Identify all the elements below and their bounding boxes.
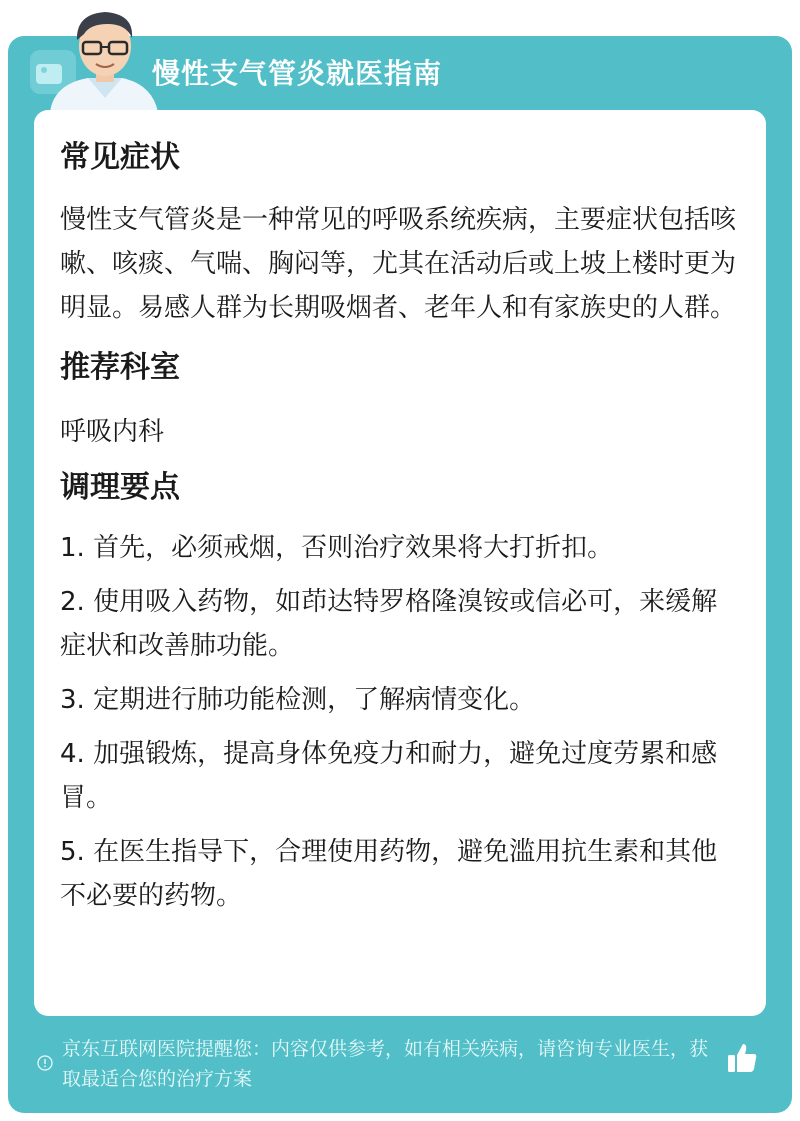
disclaimer-text: 京东互联网医院提醒您：内容仅供参考，如有相关疾病，请咨询专业医生，获取最适合您的治疗方案 [62,1038,709,1090]
care-item: 5. 在医生指导下，合理使用药物，避免滥用抗生素和其他不必要的药物。 [60,837,718,911]
care-title: 调理要点 [60,470,180,505]
page-title: 慢性支气管炎就医指南 [152,57,443,90]
care-item: 2. 使用吸入药物，如茚达特罗格隆溴铵或信必可，来缓解症状和改善肺功能。 [60,587,718,661]
symptoms-text: 慢性支气管炎是一种常见的呼吸系统疾病，主要症状包括咳嗽、咳痰、气喘、胸闷等，尤其在活动后或上坡上楼时更为明显。易感人群为长期吸烟者、老年人和有家族史的人群。 [60,205,737,323]
care-item: 1. 首先，必须戒烟，否则治疗效果将大打折扣。 [60,533,614,563]
symptoms-title: 常见症状 [60,140,180,175]
info-icon [37,1055,53,1071]
thumbs-up-icon[interactable] [724,1040,760,1076]
department-text: 呼吸内科 [60,417,165,447]
care-item: 4. 加强锻炼，提高身体免疫力和耐力，避免过度劳累和感冒。 [60,739,718,813]
guide-content [60,110,740,918]
care-item: 3. 定期进行肺功能检测，了解病情变化。 [60,685,536,715]
department-title: 推荐科室 [60,350,180,385]
